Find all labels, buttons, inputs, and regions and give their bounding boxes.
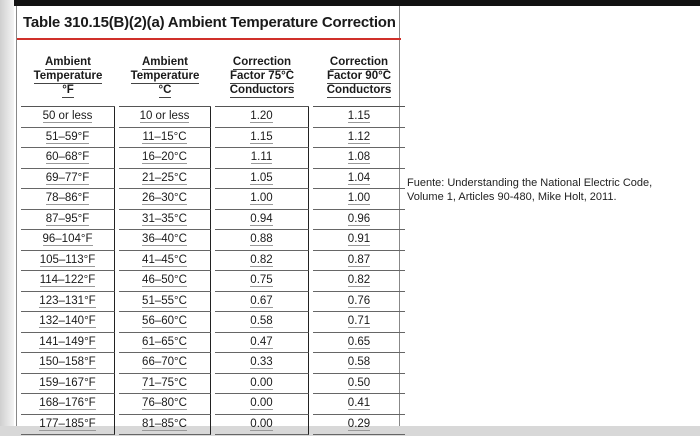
table-cell (215, 415, 309, 436)
table-cell (21, 107, 115, 128)
cell-value: 51–55°C (142, 294, 187, 307)
table-cell (215, 353, 309, 374)
table-cell (21, 353, 115, 374)
cell-value: 1.08 (347, 151, 371, 164)
table-cell (313, 374, 405, 395)
correction-table (17, 48, 401, 435)
table-cell (21, 415, 115, 436)
source-line-1: Fuente: Understanding the National Electric Code, (407, 177, 653, 189)
header-ambient-c (119, 48, 211, 106)
cell-value: 1.05 (250, 171, 273, 184)
table-cell (21, 292, 115, 313)
cell-value: 56–60°C (142, 315, 187, 328)
table-cell (21, 312, 115, 333)
cell-value: 1.11 (250, 151, 273, 164)
cell-value: 1.15 (250, 130, 273, 143)
table-cell (119, 333, 211, 354)
title-rule (17, 38, 401, 40)
cell-value: 105–113°F (39, 253, 96, 266)
cell-value: 0.47 (250, 335, 273, 348)
cell-value: 0.65 (347, 335, 371, 348)
table-cell (215, 312, 309, 333)
table-cell (313, 333, 405, 354)
table-cell (215, 169, 309, 190)
table-cell (215, 189, 309, 210)
cell-value: 66–70°C (142, 356, 187, 369)
table-cell (119, 210, 211, 231)
table-cell (215, 251, 309, 272)
column-factor-90 (313, 48, 405, 435)
cell-value: 87–95°F (45, 212, 90, 225)
table-cell (313, 312, 405, 333)
cell-value: 78–86°F (45, 192, 90, 205)
table-cell (21, 128, 115, 149)
cell-value: 0.67 (250, 294, 273, 307)
cell-value: 36–40°C (142, 233, 187, 246)
table-cell (313, 230, 405, 251)
table-cell (119, 148, 211, 169)
table-title: Table 310.15(B)(2)(a) Ambient Temperature Correction (23, 14, 396, 31)
cell-value: 0.94 (250, 212, 273, 225)
cell-value: 96–104°F (42, 233, 93, 246)
column-ambient-c (119, 48, 211, 435)
cell-value: 1.00 (250, 192, 273, 205)
header-line: Correction (232, 56, 292, 68)
table-cell (119, 374, 211, 395)
cell-value: 61–65°C (142, 335, 187, 348)
cell-value: 26–30°C (142, 192, 187, 205)
cell-value: 41–45°C (142, 253, 187, 266)
table-cell (119, 251, 211, 272)
table-cell (21, 394, 115, 415)
table-cell (215, 292, 309, 313)
table-cell (21, 333, 115, 354)
table-cell (21, 169, 115, 190)
table-cell (119, 292, 211, 313)
header-line: °F (62, 84, 74, 96)
table-cell (215, 374, 309, 395)
cell-value: 71–75°C (142, 376, 187, 389)
header-line: °C (158, 84, 172, 96)
cell-value: 0.50 (347, 376, 371, 389)
cell-value: 1.04 (347, 171, 371, 184)
table-cell (313, 169, 405, 190)
cell-value: 46–50°C (142, 274, 187, 287)
cell-value: 0.88 (250, 233, 273, 246)
cell-value: 150–158°F (39, 356, 96, 369)
table-cell (313, 394, 405, 415)
left-edge (0, 0, 14, 436)
header-line: Conductors (229, 84, 295, 96)
cell-value: 0.29 (347, 417, 371, 430)
cell-value: 50 or less (42, 110, 93, 123)
cell-value: 81–85°C (142, 417, 187, 430)
cell-value: 177–185°F (39, 417, 96, 430)
header-line: Ambient (45, 56, 91, 68)
table-cell (215, 230, 309, 251)
table-cell (119, 353, 211, 374)
table-cell (215, 148, 309, 169)
table-cell (313, 353, 405, 374)
table-cell (119, 189, 211, 210)
table-cell (21, 210, 115, 231)
table-cell (313, 210, 405, 231)
table-cell (21, 148, 115, 169)
table-cell (119, 394, 211, 415)
header-line: Ambient (142, 56, 188, 68)
cells-ambient-f (21, 106, 115, 435)
cell-value: 114–122°F (39, 274, 96, 287)
cell-value: 0.96 (347, 212, 371, 225)
table-cell (313, 148, 405, 169)
cell-value: 0.76 (347, 294, 371, 307)
cell-value: 0.58 (250, 315, 273, 328)
cells-ambient-c (119, 106, 211, 435)
source-line-2: Volume 1, Articles 90-480, Mike Holt, 2011. (407, 191, 617, 203)
cell-value: 16–20°C (142, 151, 187, 164)
cell-value: 168–176°F (39, 397, 96, 410)
cell-value: 21–25°C (142, 171, 187, 184)
table-cell (313, 415, 405, 436)
cell-value: 11–15°C (142, 130, 187, 143)
header-line: Conductors (326, 84, 392, 96)
table-cell (21, 230, 115, 251)
cell-value: 0.82 (250, 253, 273, 266)
cell-value: 1.00 (347, 192, 371, 205)
table-cell (215, 394, 309, 415)
cell-value: 60–68°F (45, 151, 90, 164)
cell-value: 123–131°F (39, 294, 96, 307)
cell-value: 0.87 (347, 253, 371, 266)
cell-value: 69–77°F (45, 171, 90, 184)
cell-value: 141–149°F (39, 335, 96, 348)
table-cell (313, 292, 405, 313)
cell-value: 0.71 (347, 315, 371, 328)
table-cell (313, 189, 405, 210)
cell-value: 0.82 (347, 274, 371, 287)
table-cell (21, 271, 115, 292)
table-cell (119, 312, 211, 333)
cell-value: 132–140°F (39, 315, 96, 328)
header-line: Temperature (33, 70, 103, 82)
cell-value: 0.00 (250, 417, 273, 430)
table-cell (215, 107, 309, 128)
cell-value: 0.00 (250, 397, 273, 410)
header-line: Factor 90°C (326, 70, 392, 82)
document-card (16, 6, 400, 430)
column-factor-75 (215, 48, 309, 435)
table-cell (119, 128, 211, 149)
cells-factor-75 (215, 106, 309, 435)
table-cell (119, 169, 211, 190)
cell-value: 76–80°C (142, 397, 187, 410)
cell-value: 31–35°C (142, 212, 187, 225)
cell-value: 1.15 (347, 110, 371, 123)
cell-value: 0.00 (250, 376, 273, 389)
cell-value: 0.91 (347, 233, 371, 246)
table-cell (215, 210, 309, 231)
header-factor-90 (313, 48, 405, 106)
table-cell (21, 251, 115, 272)
table-cell (119, 415, 211, 436)
cell-value: 159–167°F (39, 376, 96, 389)
header-ambient-f (21, 48, 115, 106)
table-cell (119, 271, 211, 292)
table-cell (313, 271, 405, 292)
cell-value: 51–59°F (45, 130, 90, 143)
cell-value: 1.12 (347, 130, 371, 143)
table-cell (119, 107, 211, 128)
table-cell (215, 333, 309, 354)
cell-value: 0.75 (250, 274, 273, 287)
table-cell (313, 107, 405, 128)
table-cell (313, 251, 405, 272)
table-cell (215, 128, 309, 149)
table-cell (119, 230, 211, 251)
cell-value: 10 or less (139, 110, 190, 123)
header-line: Correction (329, 56, 389, 68)
cell-value: 0.58 (347, 356, 371, 369)
table-cell (215, 271, 309, 292)
table-cell (313, 128, 405, 149)
header-factor-75 (215, 48, 309, 106)
table-cell (21, 374, 115, 395)
table-cell (21, 189, 115, 210)
cells-factor-90 (313, 106, 405, 435)
column-ambient-f (21, 48, 115, 435)
header-line: Temperature (130, 70, 200, 82)
cell-value: 0.33 (250, 356, 273, 369)
cell-value: 0.41 (347, 397, 371, 410)
source-citation (407, 176, 697, 204)
header-line: Factor 75°C (229, 70, 295, 82)
cell-value: 1.20 (250, 110, 273, 123)
